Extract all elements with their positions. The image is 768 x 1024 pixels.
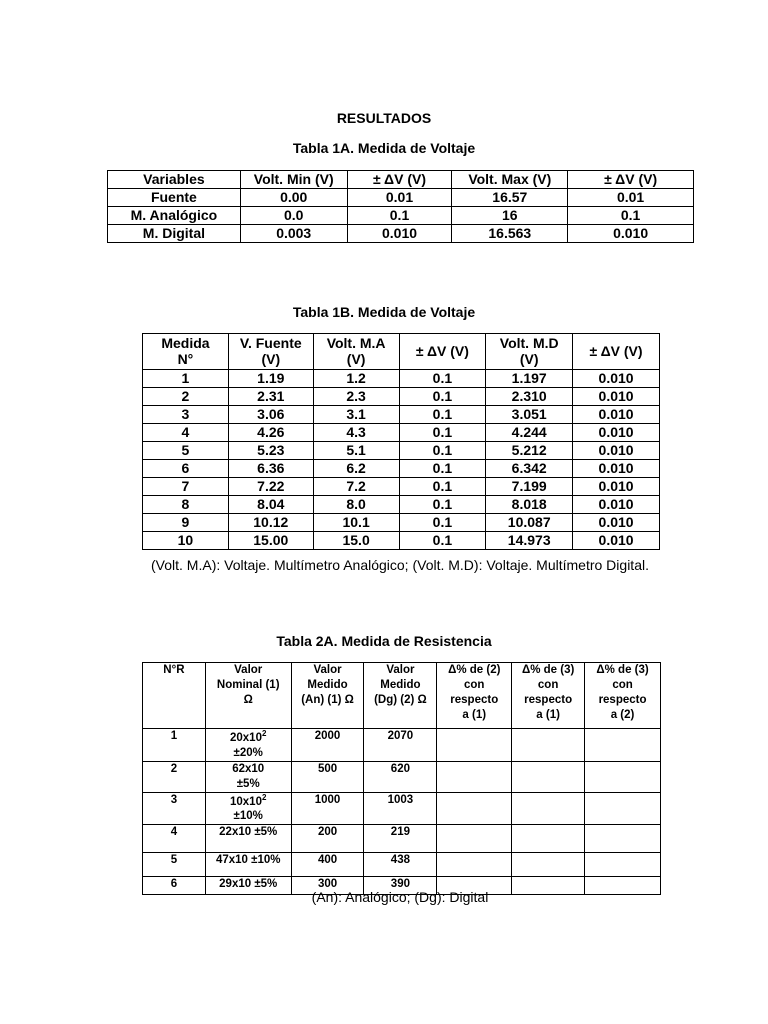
table-cell: 0.010 — [568, 225, 694, 243]
table-cell: 62x10 ±5% — [205, 761, 291, 792]
table-cell: 0.01 — [347, 189, 452, 207]
table-cell — [437, 761, 512, 792]
table-cell: 15.00 — [228, 532, 313, 550]
table-cell: $20x10^2$ ±20% — [205, 729, 291, 762]
table-cell: 22x10 ±5% — [205, 825, 291, 853]
table-cell: 0.01 — [568, 189, 694, 207]
table-cell: 3.051 — [486, 406, 573, 424]
table-cell: 1000 — [291, 792, 364, 825]
table-cell: 0.010 — [573, 424, 660, 442]
table-cell: 0.010 — [573, 388, 660, 406]
table-row — [108, 207, 694, 225]
table-cell: 6.342 — [486, 460, 573, 478]
table-cell — [585, 825, 661, 853]
table-cell: 5.212 — [486, 442, 573, 460]
table-cell: 0.010 — [573, 514, 660, 532]
table-cell: 5 — [143, 442, 229, 460]
table-1b-note: (Volt. M.A): Voltaje. Multímetro Analógico; (Volt. M.D): Voltaje. Multímetro Digital. — [151, 557, 649, 573]
table-cell: 29x10 ±5% — [205, 877, 291, 895]
table-row — [108, 225, 694, 243]
header-cell: Volt. Min (V) — [240, 171, 347, 189]
table-cell: 9 — [143, 514, 229, 532]
table-cell: 2.31 — [228, 388, 313, 406]
table-cell — [512, 729, 585, 762]
table-cell: 0.0 — [240, 207, 347, 225]
table-cell: 0.010 — [573, 478, 660, 496]
header-cell: Volt. M.A (V) — [313, 334, 399, 370]
table-cell: 0.1 — [399, 370, 486, 388]
table-row — [143, 532, 660, 550]
table-1b — [142, 333, 660, 550]
table-cell — [585, 853, 661, 877]
table-cell: 4.3 — [313, 424, 399, 442]
table-cell: 6 — [143, 877, 206, 895]
table-cell: 10.1 — [313, 514, 399, 532]
table-cell: 620 — [364, 761, 437, 792]
table-cell: 4.26 — [228, 424, 313, 442]
table-cell — [512, 853, 585, 877]
table-cell: 16.57 — [452, 189, 568, 207]
table-row — [143, 729, 661, 762]
table-cell: 0.010 — [573, 532, 660, 550]
table-cell — [585, 729, 661, 762]
table-cell — [512, 792, 585, 825]
table-cell — [512, 825, 585, 853]
header-cell: ± ΔV (V) — [573, 334, 660, 370]
table-cell: 8.0 — [313, 496, 399, 514]
table-cell: 2 — [143, 388, 229, 406]
table-cell — [585, 761, 661, 792]
header-cell: ± ΔV (V) — [399, 334, 486, 370]
table-cell: 10 — [143, 532, 229, 550]
table-row — [143, 370, 660, 388]
table-cell: 8.018 — [486, 496, 573, 514]
table-row — [143, 792, 661, 825]
header-cell: Δ% de (3) con respecto a (1) — [512, 663, 585, 729]
table-row — [143, 514, 660, 532]
table-cell — [437, 825, 512, 853]
table-cell: 7 — [143, 478, 229, 496]
table-cell: 3.06 — [228, 406, 313, 424]
table1b-header-row — [143, 334, 660, 370]
table-cell — [585, 792, 661, 825]
table-cell: 0.1 — [347, 207, 452, 225]
table-2a — [142, 662, 661, 895]
table-cell: 0.1 — [399, 478, 486, 496]
header-cell: Volt. M.D (V) — [486, 334, 573, 370]
table-cell: 300 — [291, 877, 364, 895]
table-cell: 0.003 — [240, 225, 347, 243]
header-cell: ± ΔV (V) — [347, 171, 452, 189]
table-row — [143, 761, 661, 792]
table-cell: 1003 — [364, 792, 437, 825]
table-cell — [437, 853, 512, 877]
table-cell: 47x10 ±10% — [205, 853, 291, 877]
table-cell — [437, 792, 512, 825]
table-cell: 500 — [291, 761, 364, 792]
table-2a-title: Tabla 2A. Medida de Resistencia — [276, 633, 492, 649]
table-cell: M. Analógico — [108, 207, 241, 225]
table-cell: 2.310 — [486, 388, 573, 406]
table-row — [143, 496, 660, 514]
header-cell: V. Fuente (V) — [228, 334, 313, 370]
table-cell: 0.1 — [399, 388, 486, 406]
table-cell: 0.010 — [573, 496, 660, 514]
table-cell: 8.04 — [228, 496, 313, 514]
table-cell: 0.00 — [240, 189, 347, 207]
table-cell: 7.22 — [228, 478, 313, 496]
table-1b-title: Tabla 1B. Medida de Voltaje — [292, 304, 476, 320]
table-row — [143, 442, 660, 460]
table-cell: 0.1 — [399, 424, 486, 442]
table-cell: $10x10^2$ ±10% — [205, 792, 291, 825]
header-cell: Variables — [108, 171, 241, 189]
table-row — [143, 388, 660, 406]
table-cell — [512, 761, 585, 792]
table-cell: 5.1 — [313, 442, 399, 460]
header-cell: Valor Medido (Dg) (2) Ω — [364, 663, 437, 729]
page-heading: RESULTADOS — [336, 110, 432, 126]
table-cell: 4.244 — [486, 424, 573, 442]
table-cell: Fuente — [108, 189, 241, 207]
table-cell: 1.197 — [486, 370, 573, 388]
table-cell: 5 — [143, 853, 206, 877]
table-cell: 400 — [291, 853, 364, 877]
header-cell: Valor Medido (An) (1) Ω — [291, 663, 364, 729]
table-cell: 5.23 — [228, 442, 313, 460]
table-cell: 2000 — [291, 729, 364, 762]
table-cell: 4 — [143, 825, 206, 853]
table1a-header-row — [108, 171, 694, 189]
table-cell: 6 — [143, 460, 229, 478]
table-cell: 16.563 — [452, 225, 568, 243]
table-cell: 16 — [452, 207, 568, 225]
table-row — [143, 478, 660, 496]
table-cell: 0.1 — [399, 496, 486, 514]
table-cell: 10.12 — [228, 514, 313, 532]
table-cell: 1 — [143, 729, 206, 762]
table-cell: 1.19 — [228, 370, 313, 388]
table-cell: 14.973 — [486, 532, 573, 550]
table-row — [143, 424, 660, 442]
table-2a-body — [143, 663, 661, 895]
table-cell: 390 — [364, 877, 437, 895]
table-cell: 200 — [291, 825, 364, 853]
table-cell: 2 — [143, 761, 206, 792]
table-1b-body — [143, 334, 660, 550]
table-cell: 7.199 — [486, 478, 573, 496]
table-cell: 0.1 — [399, 460, 486, 478]
table-cell: 3 — [143, 792, 206, 825]
table-cell: 6.2 — [313, 460, 399, 478]
table-cell: 438 — [364, 853, 437, 877]
table-cell: 0.1 — [399, 406, 486, 424]
header-cell: ± ΔV (V) — [568, 171, 694, 189]
table-cell: 4 — [143, 424, 229, 442]
table-cell: 2070 — [364, 729, 437, 762]
table-cell: 15.0 — [313, 532, 399, 550]
table-cell: 0.1 — [399, 442, 486, 460]
header-cell: Valor Nominal (1) Ω — [205, 663, 291, 729]
table-cell: 1 — [143, 370, 229, 388]
table-cell: 0.010 — [573, 370, 660, 388]
table-cell: 0.1 — [399, 532, 486, 550]
header-cell: Δ% de (3) con respecto a (2) — [585, 663, 661, 729]
header-cell: N°R — [143, 663, 206, 729]
table-cell: 2.3 — [313, 388, 399, 406]
table-cell: 0.010 — [347, 225, 452, 243]
header-cell: Medida N° — [143, 334, 229, 370]
table-cell — [437, 729, 512, 762]
table-cell: 0.010 — [573, 442, 660, 460]
header-cell: Δ% de (2) con respecto a (1) — [437, 663, 512, 729]
table-cell: 10.087 — [486, 514, 573, 532]
table-1a-title: Tabla 1A. Medida de Voltaje — [292, 140, 476, 156]
table-cell: 219 — [364, 825, 437, 853]
table-cell: 7.2 — [313, 478, 399, 496]
table-row — [143, 406, 660, 424]
table-cell: 0.010 — [573, 406, 660, 424]
table-cell: 6.36 — [228, 460, 313, 478]
table-cell: 3.1 — [313, 406, 399, 424]
table-row — [143, 460, 660, 478]
table-cell: 0.010 — [573, 460, 660, 478]
table-2a-note: (An): Analógico; (Dg): Digital — [311, 889, 489, 905]
table-row — [143, 853, 661, 877]
header-cell: Volt. Max (V) — [452, 171, 568, 189]
table-cell: 1.2 — [313, 370, 399, 388]
table-cell: 0.1 — [568, 207, 694, 225]
table-cell: M. Digital — [108, 225, 241, 243]
table-1a — [107, 170, 694, 243]
table-row — [108, 189, 694, 207]
table-cell: 8 — [143, 496, 229, 514]
table-cell: 3 — [143, 406, 229, 424]
table-cell: 0.1 — [399, 514, 486, 532]
table2a-header-row — [143, 663, 661, 729]
table-1a-body — [108, 171, 694, 243]
table-row — [143, 825, 661, 853]
